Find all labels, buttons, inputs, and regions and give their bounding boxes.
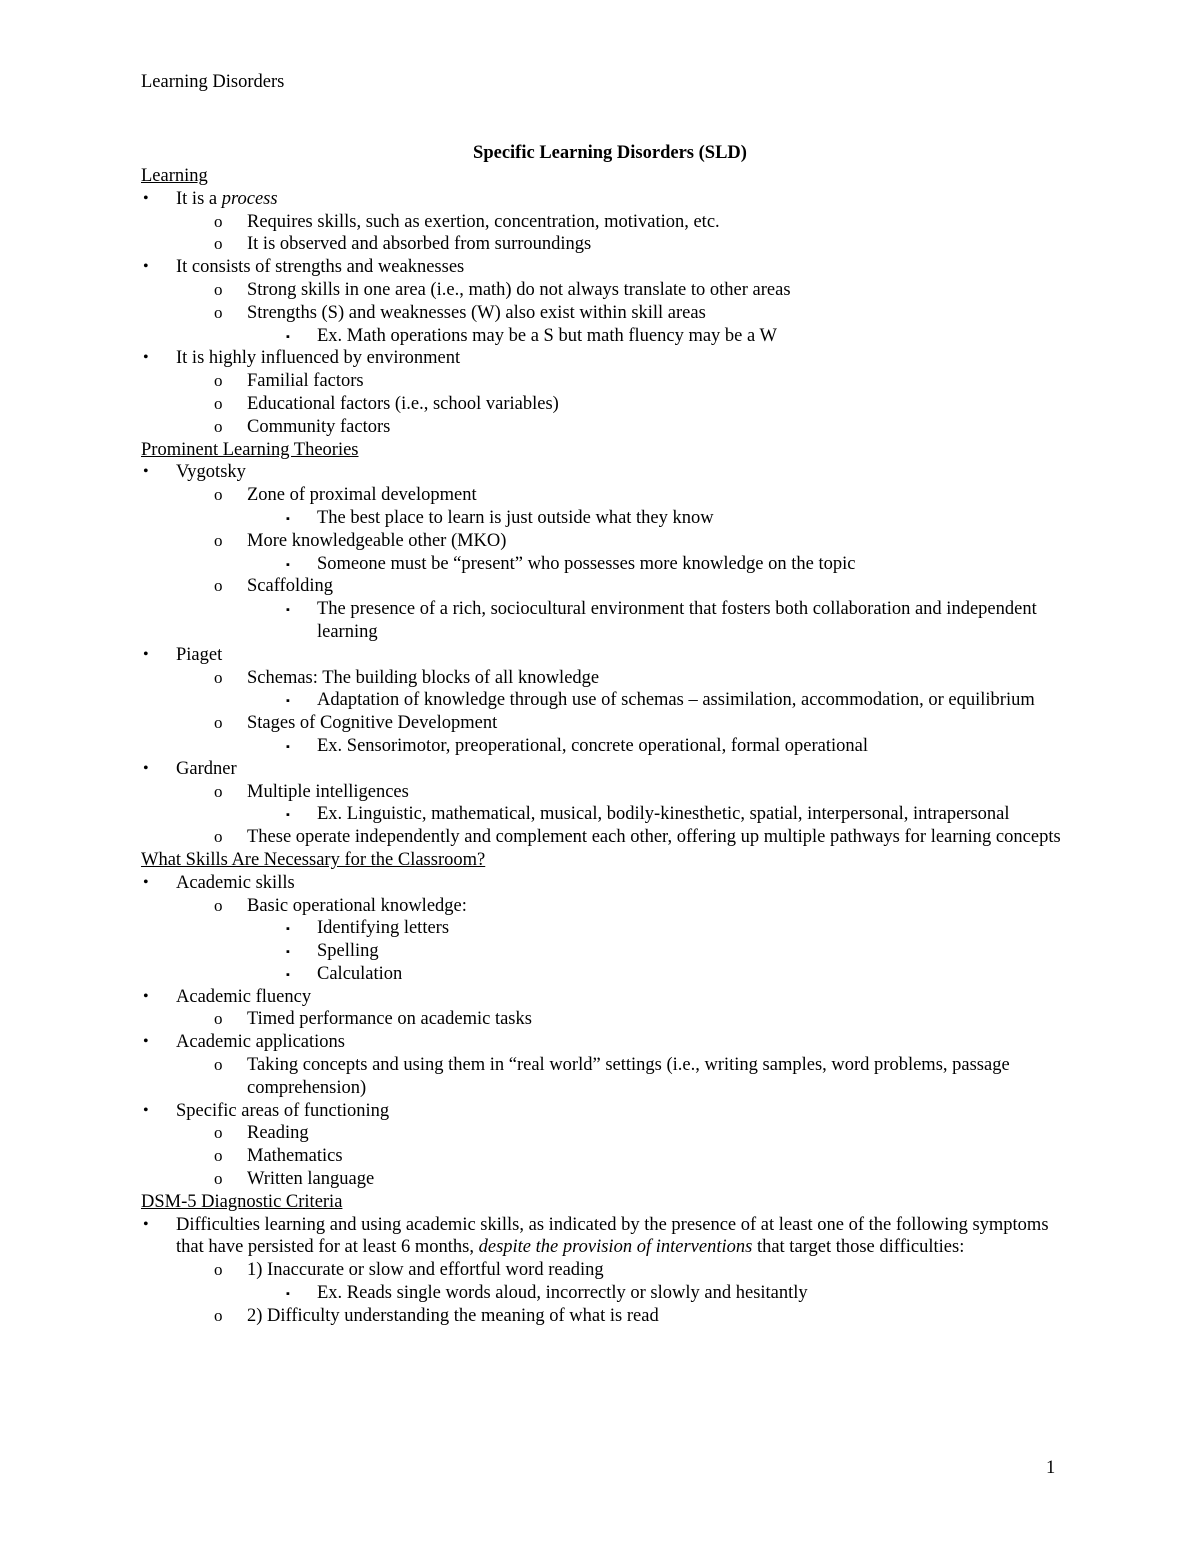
list-item-level-3 xyxy=(141,940,1071,963)
bullet-disc-icon: • xyxy=(143,759,149,777)
list-item-level-2 xyxy=(141,393,1071,416)
list-item-level-3 xyxy=(141,735,1071,758)
bullet-circle-icon: o xyxy=(214,895,223,915)
bullet-circle-icon: o xyxy=(214,302,223,322)
bullet-circle-icon: o xyxy=(214,1055,223,1075)
list-item-level-2 xyxy=(141,530,1071,553)
list-item-text: Ex. Reads single words aloud, incorrectly or slowly and hesitantly xyxy=(317,1283,808,1304)
list-item-text: Familial factors xyxy=(247,371,364,392)
list-item-level-1 xyxy=(141,644,1071,667)
list-item-level-1 xyxy=(141,986,1071,1009)
bullet-disc-icon: • xyxy=(143,258,149,276)
bullet-circle-icon: o xyxy=(214,1169,223,1189)
bullet-circle-icon: o xyxy=(214,211,223,231)
bullet-circle-icon: o xyxy=(214,1009,223,1029)
bullet-circle-icon: o xyxy=(214,713,223,733)
section-heading: Learning xyxy=(141,166,208,186)
list-item-level-2 xyxy=(141,1145,1071,1168)
list-item-text: Difficulties learning and using academic skills, as indicated by the presence of at least one of the following symptoms that have persisted for at least 6 months, xyxy=(176,1214,1049,1258)
bullet-circle-icon: o xyxy=(214,1305,223,1325)
list-item-level-1 xyxy=(141,1031,1071,1054)
list-item-level-2 xyxy=(141,1122,1071,1145)
bullet-square-icon: ▪ xyxy=(286,558,290,571)
section-heading: Prominent Learning Theories xyxy=(141,439,359,460)
list-item-level-1 xyxy=(141,461,1071,484)
bullet-disc-icon: • xyxy=(143,1033,149,1051)
list-item-level-2 xyxy=(141,370,1071,393)
list-item-level-2 xyxy=(141,575,1071,598)
list-item-text: Vygotsky xyxy=(176,462,246,483)
list-item-text: Ex. Sensorimotor, preoperational, concrete operational, formal operational xyxy=(317,735,868,756)
list-item-level-1 xyxy=(141,758,1071,781)
list-item-level-1 xyxy=(141,188,1071,211)
list-item-level-1 xyxy=(141,1100,1071,1123)
list-item-text: It is highly influenced by environment xyxy=(176,348,461,369)
list-item-level-3 xyxy=(141,598,1071,644)
bullet-circle-icon: o xyxy=(214,416,223,436)
list-item-text: Timed performance on academic tasks xyxy=(247,1009,532,1030)
list-item-level-2 xyxy=(141,1008,1071,1031)
list-item-level-2 xyxy=(141,1168,1071,1191)
list-item-level-3 xyxy=(141,1282,1071,1305)
bullet-square-icon: ▪ xyxy=(286,695,290,708)
list-item-level-1 xyxy=(141,256,1071,279)
list-item-text: Strong skills in one area (i.e., math) do not always translate to other areas xyxy=(247,279,791,300)
bullet-disc-icon: • xyxy=(143,1101,149,1119)
bullet-square-icon: ▪ xyxy=(286,330,290,343)
list-item-text: Adaptation of knowledge through use of schemas – assimilation, accommodation, or equilibrium xyxy=(317,690,1035,711)
list-item-level-2 xyxy=(141,667,1071,690)
list-item-text: Spelling xyxy=(317,941,379,962)
list-item-text: Academic skills xyxy=(176,872,295,893)
list-item-text: These operate independently and complement each other, offering up multiple pathways for learning concepts xyxy=(247,827,1061,848)
list-item-level-1 xyxy=(141,872,1071,895)
list-item-level-2 xyxy=(141,416,1071,439)
bullet-square-icon: ▪ xyxy=(286,946,290,959)
list-item-level-2 xyxy=(141,302,1071,325)
bullet-circle-icon: o xyxy=(214,393,223,413)
list-item-text: Requires skills, such as exertion, concentration, motivation, etc. xyxy=(247,211,720,232)
list-item-level-2 xyxy=(141,233,1071,256)
list-item-text: The best place to learn is just outside what they know xyxy=(317,507,714,528)
list-item-level-3 xyxy=(141,507,1071,530)
list-item-level-2 xyxy=(141,484,1071,507)
bullet-circle-icon: o xyxy=(214,781,223,801)
bullet-circle-icon: o xyxy=(214,279,223,299)
bullet-circle-icon: o xyxy=(214,576,223,596)
bullet-disc-icon: • xyxy=(143,349,149,367)
bullet-disc-icon: • xyxy=(143,189,149,207)
list-item-text: Zone of proximal development xyxy=(247,485,477,506)
bullet-circle-icon: o xyxy=(214,827,223,847)
list-item-level-1 xyxy=(141,347,1071,370)
list-item-level-2 xyxy=(141,781,1071,804)
bullet-disc-icon: • xyxy=(143,463,149,481)
bullet-square-icon: ▪ xyxy=(286,740,290,753)
bullet-circle-icon: o xyxy=(214,234,223,254)
list-item-text: Multiple intelligences xyxy=(247,781,409,802)
list-item-level-2 xyxy=(141,1054,1071,1100)
list-item-text: It is observed and absorbed from surroundings xyxy=(247,234,592,255)
list-item-text: Stages of Cognitive Development xyxy=(247,713,498,734)
list-item-text: Reading xyxy=(247,1123,309,1144)
list-item-text: Scaffolding xyxy=(247,576,333,597)
emphasized-text: despite the provision of interventions xyxy=(478,1237,753,1258)
list-item-text: Academic fluency xyxy=(176,986,312,1007)
list-item-text: Ex. Math operations may be a S but math fluency may be a W xyxy=(317,325,777,346)
list-item-text: Specific areas of functioning xyxy=(176,1100,390,1121)
bullet-disc-icon: • xyxy=(143,1215,149,1233)
list-item-text: Mathematics xyxy=(247,1146,343,1167)
list-item-text: Basic operational knowledge: xyxy=(247,895,467,916)
bullet-circle-icon: o xyxy=(214,1123,223,1143)
bullet-square-icon: ▪ xyxy=(286,604,290,617)
document-body xyxy=(141,141,1071,1328)
bullet-circle-icon: o xyxy=(214,371,223,391)
page-number: 1 xyxy=(1046,1458,1056,1478)
bullet-disc-icon: • xyxy=(143,987,149,1005)
list-item-level-3 xyxy=(141,803,1071,826)
section-heading: DSM-5 Diagnostic Criteria xyxy=(141,1191,343,1212)
list-item-level-2 xyxy=(141,826,1071,849)
bullet-circle-icon: o xyxy=(214,1260,223,1280)
list-item-text: Strengths (S) and weaknesses (W) also exist within skill areas xyxy=(247,302,706,323)
list-item-text: Calculation xyxy=(317,963,403,984)
list-item-level-3 xyxy=(141,325,1071,348)
list-item-level-3 xyxy=(141,689,1071,712)
list-item-level-2 xyxy=(141,1305,1071,1328)
section-heading: What Skills Are Necessary for the Classroom? xyxy=(141,849,486,870)
list-item-text: 2) Difficulty understanding the meaning of what is read xyxy=(247,1305,659,1326)
list-item-level-2 xyxy=(141,895,1071,918)
list-item-text: Identifying letters xyxy=(317,918,450,939)
bullet-square-icon: ▪ xyxy=(286,809,290,822)
list-item-level-2 xyxy=(141,1259,1071,1282)
list-item-text: Written language xyxy=(247,1169,375,1190)
document-title: Specific Learning Disorders (SLD) xyxy=(473,143,747,163)
list-item-text: Taking concepts and using them in “real world” settings (i.e., writing samples, word problems, passage comprehension) xyxy=(247,1055,1010,1098)
bullet-circle-icon: o xyxy=(214,667,223,687)
list-item-level-3 xyxy=(141,553,1071,576)
emphasized-text: process xyxy=(221,188,278,209)
list-item-level-3 xyxy=(141,917,1071,940)
bullet-disc-icon: • xyxy=(143,873,149,891)
list-item-text: Academic applications xyxy=(176,1032,346,1053)
bullet-square-icon: ▪ xyxy=(286,1288,290,1301)
list-item-text: Schemas: The building blocks of all knowledge xyxy=(247,667,600,688)
list-item-text: It consists of strengths and weaknesses xyxy=(176,257,465,278)
bullet-circle-icon: o xyxy=(214,485,223,505)
list-item-text-continued: that target those difficulties: xyxy=(752,1237,965,1258)
list-item-text: It is a xyxy=(176,188,222,209)
list-item-level-1 xyxy=(141,1214,1071,1260)
list-item-level-2 xyxy=(141,279,1071,302)
list-item-text: Ex. Linguistic, mathematical, musical, bodily-kinesthetic, spatial, interpersonal, intrapersonal xyxy=(317,804,1010,825)
list-item-level-2 xyxy=(141,211,1071,234)
bullet-square-icon: ▪ xyxy=(286,923,290,936)
bullet-disc-icon: • xyxy=(143,645,149,663)
list-item-level-3 xyxy=(141,963,1071,986)
bullet-circle-icon: o xyxy=(214,1146,223,1166)
list-item-text: Educational factors (i.e., school variables) xyxy=(247,393,559,414)
list-item-text: 1) Inaccurate or slow and effortful word reading xyxy=(247,1260,604,1281)
list-item-text: More knowledgeable other (MKO) xyxy=(247,530,507,551)
list-item-text: The presence of a rich, sociocultural environment that fosters both collaboration and independent learning xyxy=(317,599,1037,642)
list-item-text: Gardner xyxy=(176,758,237,779)
list-item-text: Piaget xyxy=(176,644,223,665)
bullet-circle-icon: o xyxy=(214,530,223,550)
bullet-square-icon: ▪ xyxy=(286,968,290,981)
running-header: Learning Disorders xyxy=(141,72,285,92)
bullet-square-icon: ▪ xyxy=(286,512,290,525)
list-item-level-2 xyxy=(141,712,1071,735)
list-item-text: Community factors xyxy=(247,416,391,437)
list-item-text: Someone must be “present” who possesses more knowledge on the topic xyxy=(317,553,856,574)
